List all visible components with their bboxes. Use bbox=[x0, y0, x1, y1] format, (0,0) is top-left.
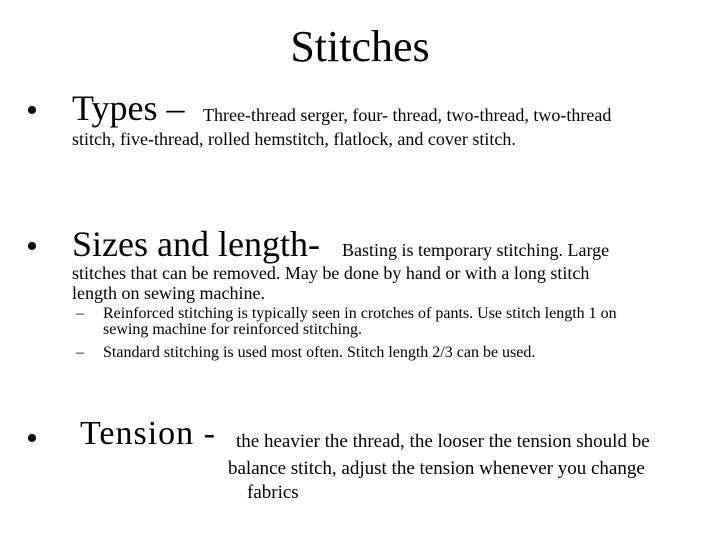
bullet-types-marker: • bbox=[26, 92, 38, 129]
tension-line-3: fabrics bbox=[247, 482, 299, 503]
bullet-tension-marker: • bbox=[26, 420, 38, 457]
sizes-heading: Sizes and length- bbox=[72, 224, 320, 264]
sizes-line-1: Basting is temporary stitching. Large bbox=[342, 240, 610, 260]
reinforced-line-1: Reinforced stitching is typically seen in crotches of pants. Use stitch length 1 on bbox=[103, 305, 617, 322]
reinforced-line-2: sewing machine for reinforced stitching. bbox=[103, 321, 363, 338]
standard-line-1: Standard stitching is used most often. Stitch length 2/3 can be used. bbox=[103, 344, 536, 361]
tension-line-2: balance stitch, adjust the tension whenever you change bbox=[228, 458, 645, 479]
sizes-line-2: stitches that can be removed. May be done by hand or with a long stitch bbox=[72, 263, 590, 283]
sub-bullet-1-marker: – bbox=[76, 305, 84, 322]
tension-heading: Tension - bbox=[80, 415, 216, 452]
sizes-line-3: length on sewing machine. bbox=[72, 283, 265, 303]
tension-line-1: the heavier the thread, the looser the tension should be bbox=[236, 431, 650, 452]
types-heading: Types – bbox=[72, 88, 185, 128]
sub-bullet-2-marker: – bbox=[76, 344, 84, 361]
bullet-sizes-marker: • bbox=[26, 228, 38, 265]
slide-title: Stitches bbox=[290, 22, 430, 71]
types-line-1: Three-thread serger, four- thread, two-thread, two-thread bbox=[203, 105, 612, 125]
types-line-2: stitch, five-thread, rolled hemstitch, flatlock, and cover stitch. bbox=[72, 129, 516, 149]
